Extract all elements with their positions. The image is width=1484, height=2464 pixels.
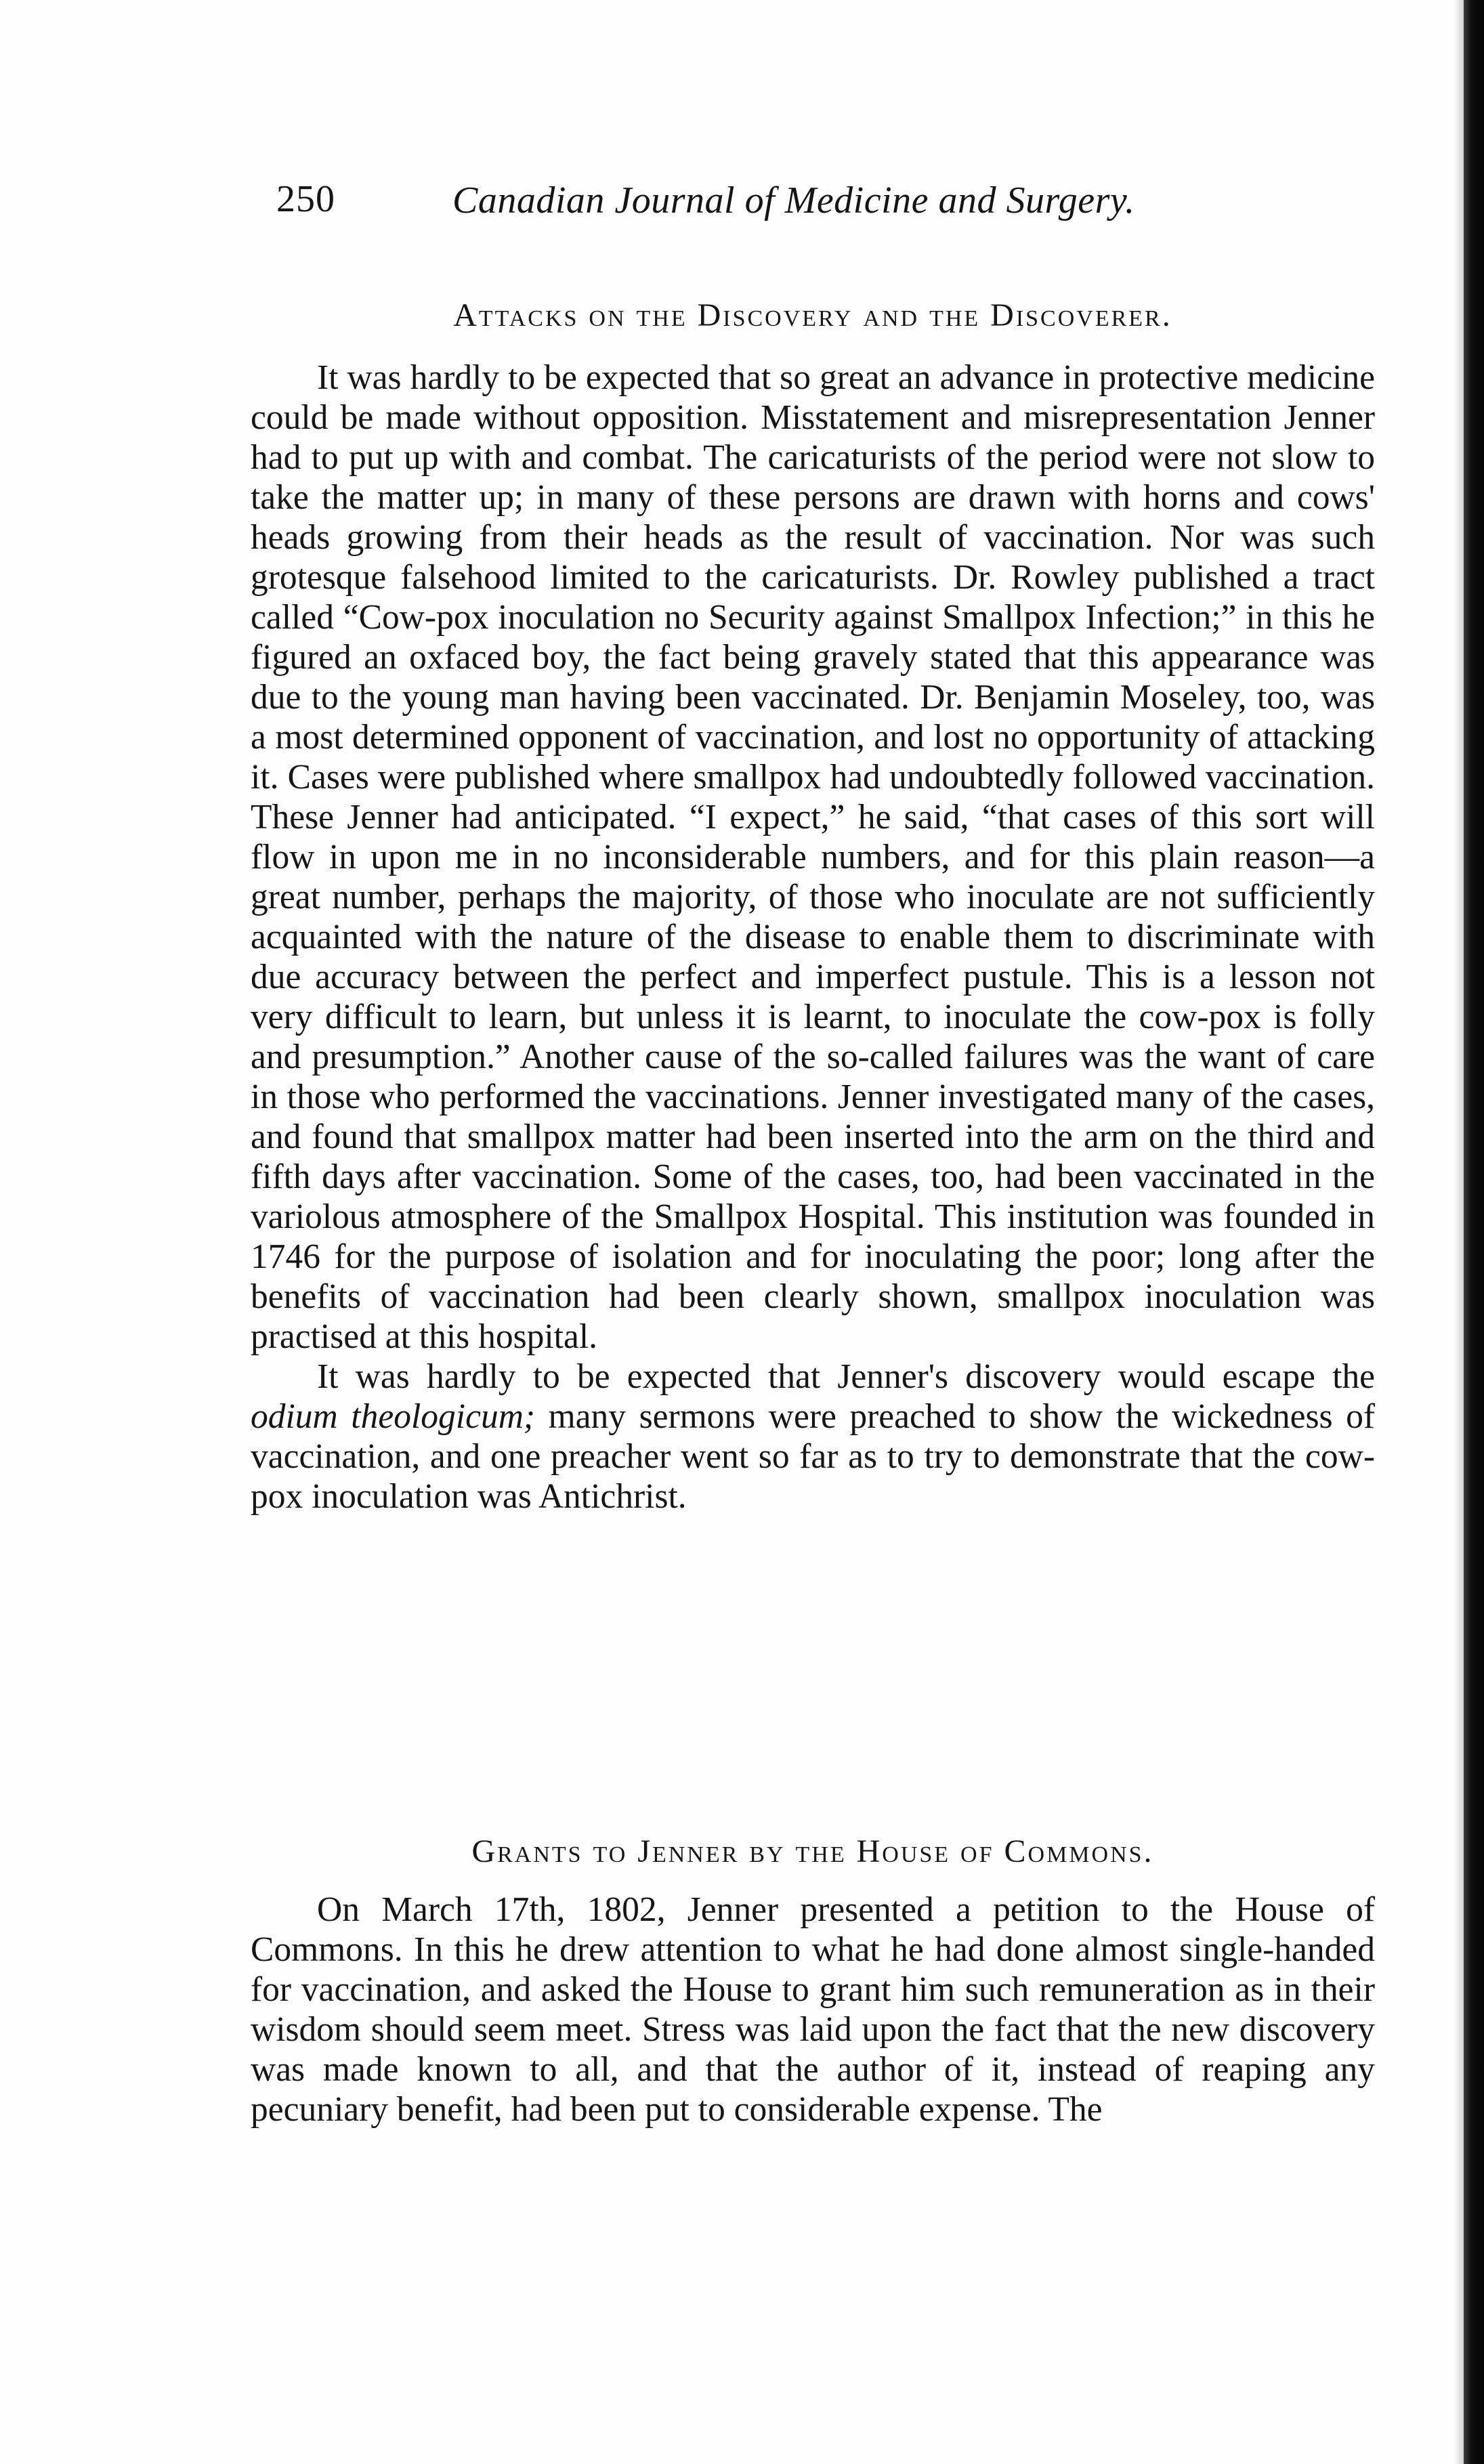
paragraph-text-start: It was hardly to be expected that Jenner's discovery would escape the — [317, 1357, 1375, 1396]
binding-shadow — [1454, 0, 1464, 2464]
paragraph-petition: On March 17th, 1802, Jenner presented a petition to the House of Commons. In this he drew attention to what he had done almost single-handed for vaccination, and asked the House to grant him such remuneration as in their wisdom should seem meet. Stress was laid upon the fact that the new discovery was made known to all, and that the author of it, instead of reaping any pecuniary benefit, had been put to considerable expense. The — [251, 1890, 1375, 2129]
page-binding-edge — [1464, 0, 1484, 2464]
running-title: Canadian Journal of Medicine and Surgery. — [452, 179, 1135, 221]
page-number: 250 — [276, 178, 335, 220]
section-body-grants — [251, 1890, 1375, 2129]
latin-phrase: odium theologicum; — [251, 1397, 536, 1436]
section-body-attacks — [251, 358, 1375, 1516]
section-heading-attacks: Attacks on the Discovery and the Discoverer. — [453, 297, 1172, 333]
paragraph-text-end: many sermons were preached to show the wickedness of vaccination, and one preacher went so far as to try to demonstrate that the cow-pox inoculation was Antichrist. — [251, 1397, 1375, 1516]
paragraph-odium-theologicum — [251, 1357, 1375, 1516]
section-heading-grants: Grants to Jenner by the House of Commons. — [471, 1833, 1154, 1869]
paragraph-opposition: It was hardly to be expected that so great an advance in protective medicine could be made without opposition. Misstatement and misrepresentation Jenner had to put up with and combat. The caricaturists of the period were not slow to take the matter up; in many of these persons are drawn with horns and cows' heads growing from their heads as the result of vaccination. Nor was such grotesque falsehood limited to the caricaturists. Dr. Rowley published a tract called “Cow-pox inoculation no Security against Smallpox Infection;” in this he figured an oxfaced boy, the fact being gravely stated that this appearance was due to the young man having been vaccinated. Dr. Benjamin Moseley, too, was a most determined opponent of vaccination, and lost no opportunity of attacking it. Cases were published where smallpox had undoubtedly followed vaccination. These Jenner had anticipated. “I expect,” he said, “that cases of this sort will flow in upon me in no inconsiderable numbers, and for this plain reason—a great number, perhaps the majority, of those who inoculate are not sufficiently acquainted with the nature of the disease to enable them to discriminate with due accuracy between the perfect and imperfect pustule. This is a lesson not very difficult to learn, but unless it is learnt, to inoculate the cow-pox is folly and presumption.” Another cause of the so-called failures was the want of care in those who performed the vaccinations. Jenner investigated many of the cases, and found that smallpox matter had been inserted into the arm on the third and fifth days after vaccination. Some of the cases, too, had been vaccinated in the variolous atmosphere of the Smallpox Hospital. This institution was founded in 1746 for the purpose of isolation and for inoculating the poor; long after the benefits of vaccination had been clearly shown, smallpox inoculation was practised at this hospital. — [251, 358, 1375, 1356]
page-header — [276, 177, 1218, 232]
